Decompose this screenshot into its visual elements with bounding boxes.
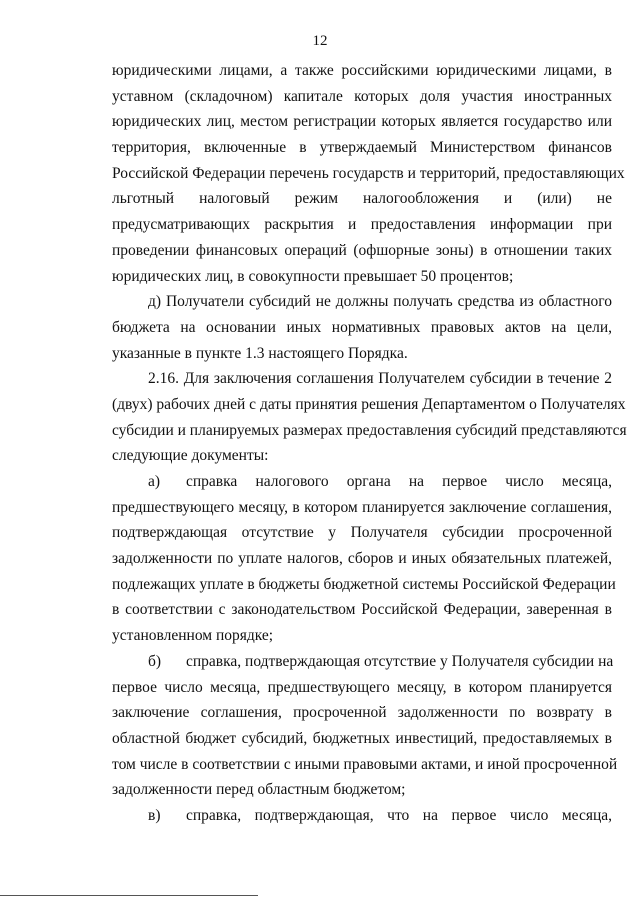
- text-line: справка, подтверждающая, что на первое число месяца,: [186, 806, 612, 824]
- text-line: предусматривающих раскрытия и предоставления информации при: [112, 216, 612, 234]
- text-line: том числе в соответствии с иными правовыми актами, и иной просроченной: [112, 755, 618, 773]
- text-line: заключение соглашения, просроченной задолженности по возврату в: [112, 704, 612, 722]
- text-line: территория, включенные в утверждаемый Министерством финансов: [112, 139, 612, 157]
- text-line: уставном (складочном) капитале которых доля участия иностранных: [112, 87, 612, 105]
- list-item-a: [112, 469, 612, 495]
- list-item-b: [112, 649, 612, 675]
- paragraph-d-line: д) Получатели субсидий не должны получать средства из областного: [148, 293, 612, 311]
- text-line: льготный налоговый режим налогообложения и (или) не: [112, 190, 612, 208]
- text-line: Российской Федерации перечень государств и территорий, предоставляющих: [112, 164, 625, 182]
- text-line: юридических лиц, в совокупности превышает 50 процентов;: [112, 267, 514, 285]
- paragraph-2-16-line: 2.16. Для заключения соглашения Получателем субсидии в течение 2: [148, 370, 612, 388]
- text-line: проведении финансовых операций (офшорные зоны) в отношении таких: [112, 241, 612, 259]
- text-line: юридическими лицами, а также российскими юридическими лицами, в: [112, 62, 612, 79]
- text-line: справка, подтверждающая отсутствие у Получателя субсидии на: [186, 652, 614, 670]
- text-line: первое число месяца, предшествующего месяцу, в котором планируется: [112, 678, 612, 696]
- text-line: справка налогового органа на первое число месяца,: [186, 473, 612, 490]
- text-line: субсидии и планируемых размерах предоставления субсидий представляются: [112, 421, 627, 439]
- list-marker: б): [148, 652, 162, 670]
- text-line: (двух) рабочих дней с даты принятия решения Департаментом о Получателях: [112, 395, 626, 413]
- list-item-v: [112, 803, 612, 829]
- document-body: [112, 58, 627, 829]
- list-marker: а): [148, 473, 161, 490]
- text-line: задолженности по уплате налогов, сборов и иных обязательных платежей,: [112, 550, 612, 568]
- text-line: задолженности перед областным бюджетом;: [112, 781, 406, 799]
- text-line: установленном порядке;: [112, 627, 274, 645]
- list-marker: в): [148, 806, 161, 824]
- text-line: следующие документы:: [112, 447, 269, 465]
- text-line: областной бюджет субсидий, бюджетных инвестиций, предоставляемых в: [112, 729, 612, 747]
- text-line: юридических лиц, местом регистрации которых является государство или: [112, 113, 612, 131]
- footer-divider: [0, 895, 258, 896]
- text-line: указанные в пункте 1.3 настоящего Порядка.: [112, 344, 408, 362]
- text-line: предшествующего месяцу, в котором планируется заключение соглашения,: [112, 498, 612, 516]
- text-line: бюджета на основании иных нормативных правовых актов на цели,: [112, 318, 612, 336]
- text-line: подтверждающая отсутствие у Получателя субсидии просроченной: [112, 524, 612, 542]
- text-line: в соответствии с законодательством Российской Федерации, заверенная в: [112, 601, 612, 619]
- page-number: 12: [312, 33, 328, 49]
- text-line: подлежащих уплате в бюджеты бюджетной системы Российской Федерации: [112, 575, 616, 593]
